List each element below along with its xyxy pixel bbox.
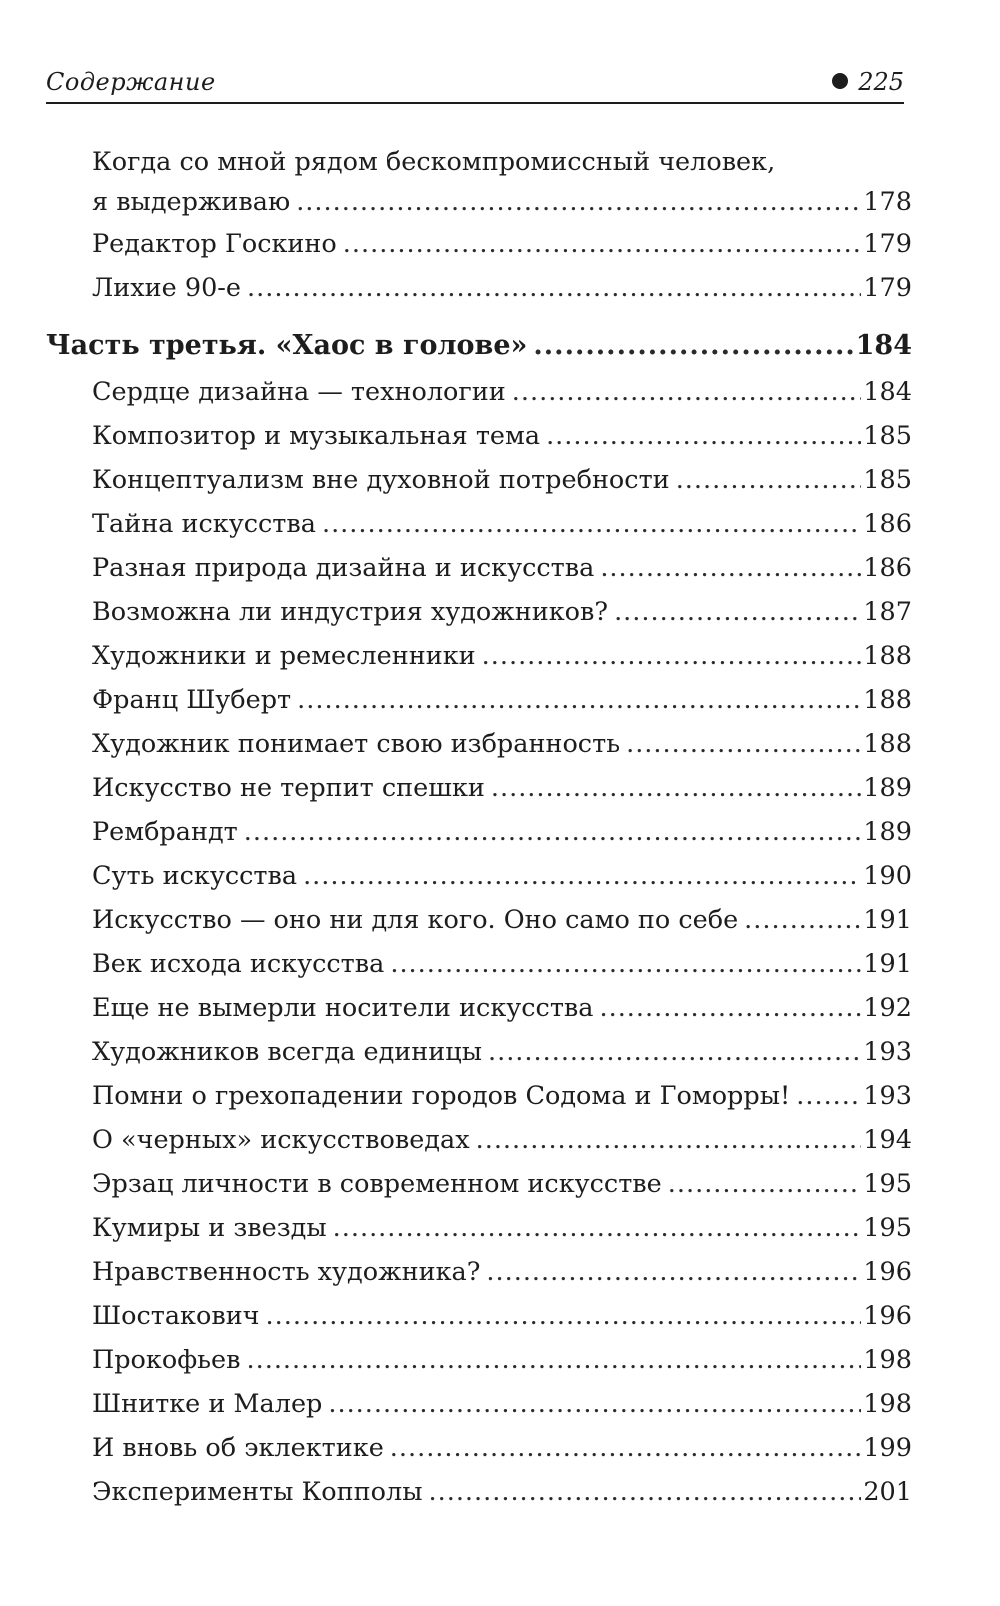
toc-entry-title: Художников всегда единицы (92, 1037, 482, 1067)
toc-entry-page: 198 (863, 1389, 912, 1419)
toc-entry[interactable] (46, 1250, 912, 1294)
toc-entry-title: Концептуализм вне духовной потребности (92, 465, 670, 495)
dot-leader (546, 414, 861, 458)
header-divider (46, 102, 904, 104)
toc-entry-title: Рембрандт (92, 817, 238, 847)
toc-entry-page: 187 (863, 597, 912, 627)
toc-entry-title: Суть искусства (92, 861, 298, 891)
dot-leader (482, 634, 862, 678)
toc-entry[interactable] (46, 142, 912, 222)
dot-leader (600, 546, 861, 590)
toc-entry-title: О «черных» искусствоведах (92, 1125, 470, 1155)
dot-leader (266, 1294, 862, 1338)
toc-part-page: 184 (855, 330, 912, 361)
toc-entry[interactable] (46, 458, 912, 502)
toc-entry-title: Век исхода искусства (92, 949, 385, 979)
toc-entry-title: Разная природа дизайна и искусства (92, 553, 595, 583)
toc-entry-title: Лихие 90-е (92, 273, 242, 303)
toc-entry-page: 178 (863, 187, 912, 217)
dot-leader (247, 1338, 862, 1382)
toc-entry-page: 179 (863, 229, 912, 259)
dot-leader (533, 324, 853, 368)
toc-entry-title: Шнитке и Малер (92, 1389, 323, 1419)
toc-entry-title: Эрзац личности в современном искусстве (92, 1169, 662, 1199)
dot-leader (626, 722, 861, 766)
toc-entry-page: 196 (863, 1301, 912, 1331)
toc-entry[interactable] (46, 414, 912, 458)
dot-leader (491, 766, 861, 810)
toc-entry-page: 188 (863, 729, 912, 759)
toc-entry-page: 195 (863, 1169, 912, 1199)
toc-entry-page: 193 (863, 1037, 912, 1067)
dot-leader (599, 986, 861, 1030)
toc-entry[interactable] (46, 1426, 912, 1470)
toc-entry[interactable] (46, 546, 912, 590)
table-of-contents (46, 142, 912, 1514)
toc-entry[interactable] (46, 1206, 912, 1250)
toc-entry-title: Художники и ремесленники (92, 641, 476, 671)
toc-entry[interactable] (46, 1030, 912, 1074)
running-header (46, 66, 904, 106)
toc-entry-page: 190 (863, 861, 912, 891)
toc-entry-title: Сердце дизайна — технологии (92, 377, 506, 407)
page-number: 225 (858, 68, 904, 96)
toc-entry-line2 (92, 182, 912, 222)
dot-leader (303, 854, 861, 898)
dot-leader (297, 678, 861, 722)
toc-entry-page: 188 (863, 641, 912, 671)
toc-entry-title: Франц Шуберт (92, 685, 292, 715)
toc-entry-page: 185 (863, 465, 912, 495)
toc-entry-title: И вновь об эклектике (92, 1433, 384, 1463)
dot-leader (247, 266, 861, 310)
dot-leader (343, 222, 862, 266)
toc-entry-title: Помни о грехопадении городов Содома и Гоморры! (92, 1081, 791, 1111)
toc-entry-page: 195 (863, 1213, 912, 1243)
toc-entry-page: 179 (863, 273, 912, 303)
toc-entry[interactable] (46, 722, 912, 766)
toc-entry[interactable] (46, 1074, 912, 1118)
toc-entry-title: Прокофьев (92, 1345, 241, 1375)
toc-entry-page: 184 (863, 377, 912, 407)
toc-entry-page: 186 (863, 553, 912, 583)
toc-entry-title: Возможна ли индустрия художников? (92, 597, 609, 627)
toc-entry-page: 185 (863, 421, 912, 451)
toc-entry[interactable] (46, 370, 912, 414)
toc-entry-page: 191 (863, 905, 912, 935)
toc-entry-title: Композитор и музыкальная тема (92, 421, 541, 451)
toc-entry[interactable] (46, 942, 912, 986)
dot-leader (390, 942, 861, 986)
dot-leader (476, 1118, 862, 1162)
toc-entry[interactable] (46, 854, 912, 898)
dot-leader (676, 458, 862, 502)
toc-entry[interactable] (46, 1162, 912, 1206)
toc-entry-title: Нравственность художника? (92, 1257, 481, 1287)
toc-entry[interactable] (46, 634, 912, 678)
dot-leader (668, 1162, 862, 1206)
toc-entry-page: 188 (863, 685, 912, 715)
toc-entry-page: 189 (863, 773, 912, 803)
toc-entry-page: 199 (863, 1433, 912, 1463)
toc-entry-page: 189 (863, 817, 912, 847)
toc-part-title: Часть третья. «Хаос в голове» (46, 330, 528, 361)
toc-entry[interactable] (46, 1382, 912, 1426)
toc-entry[interactable] (46, 222, 912, 266)
running-header-title: Содержание (46, 68, 216, 96)
dot-leader (322, 502, 861, 546)
toc-part-heading[interactable] (46, 324, 912, 368)
toc-entry[interactable] (46, 266, 912, 310)
toc-entry-page: 196 (863, 1257, 912, 1287)
toc-entry-page: 194 (863, 1125, 912, 1155)
dot-leader (244, 810, 862, 854)
bullet-icon (832, 73, 848, 89)
toc-entries-list (46, 370, 912, 1514)
dot-leader (512, 370, 862, 414)
toc-entry-title: Художник понимает свою избранность (92, 729, 621, 759)
toc-entry-title: Кумиры и звезды (92, 1213, 327, 1243)
dot-leader (328, 1382, 861, 1426)
toc-entry-page: 186 (863, 509, 912, 539)
toc-entry-title: Эксперименты Копполы (92, 1477, 423, 1507)
toc-entry-title: Тайна искусства (92, 509, 316, 539)
dot-leader (796, 1074, 861, 1118)
dot-leader (744, 898, 861, 942)
toc-entry[interactable] (46, 590, 912, 634)
toc-entry-page: 191 (863, 949, 912, 979)
dot-leader (333, 1206, 862, 1250)
page-number-group (832, 68, 904, 96)
toc-entry[interactable] (46, 898, 912, 942)
dot-leader (429, 1470, 862, 1514)
toc-entry[interactable] (46, 1338, 912, 1382)
toc-entry-page: 193 (863, 1081, 912, 1111)
toc-entry[interactable] (46, 1470, 912, 1514)
toc-entry[interactable] (46, 1118, 912, 1162)
toc-entry-title-line2: я выдерживаю (92, 187, 291, 217)
toc-entry[interactable] (46, 986, 912, 1030)
dot-leader (488, 1030, 861, 1074)
toc-entry-page: 192 (863, 993, 912, 1023)
toc-entry-title: Искусство не терпит спешки (92, 773, 485, 803)
toc-entry-page: 201 (863, 1477, 912, 1507)
dot-leader (614, 590, 861, 634)
toc-entry[interactable] (46, 502, 912, 546)
toc-entry-title: Шостакович (92, 1301, 260, 1331)
dot-leader (486, 1250, 861, 1294)
toc-entry[interactable] (46, 678, 912, 722)
toc-entry[interactable] (46, 766, 912, 810)
toc-entry-title: Искусство — оно ни для кого. Оно само по себе (92, 905, 739, 935)
toc-entry-title-line1: Когда со мной рядом бескомпромиссный человек, (92, 147, 776, 177)
toc-entry[interactable] (46, 810, 912, 854)
dot-leader (390, 1426, 862, 1470)
toc-entry[interactable] (46, 1294, 912, 1338)
dot-leader (296, 182, 861, 222)
toc-entry-page: 198 (863, 1345, 912, 1375)
toc-entry-title: Еще не вымерли носители искусства (92, 993, 594, 1023)
toc-entry-title: Редактор Госкино (92, 229, 337, 259)
